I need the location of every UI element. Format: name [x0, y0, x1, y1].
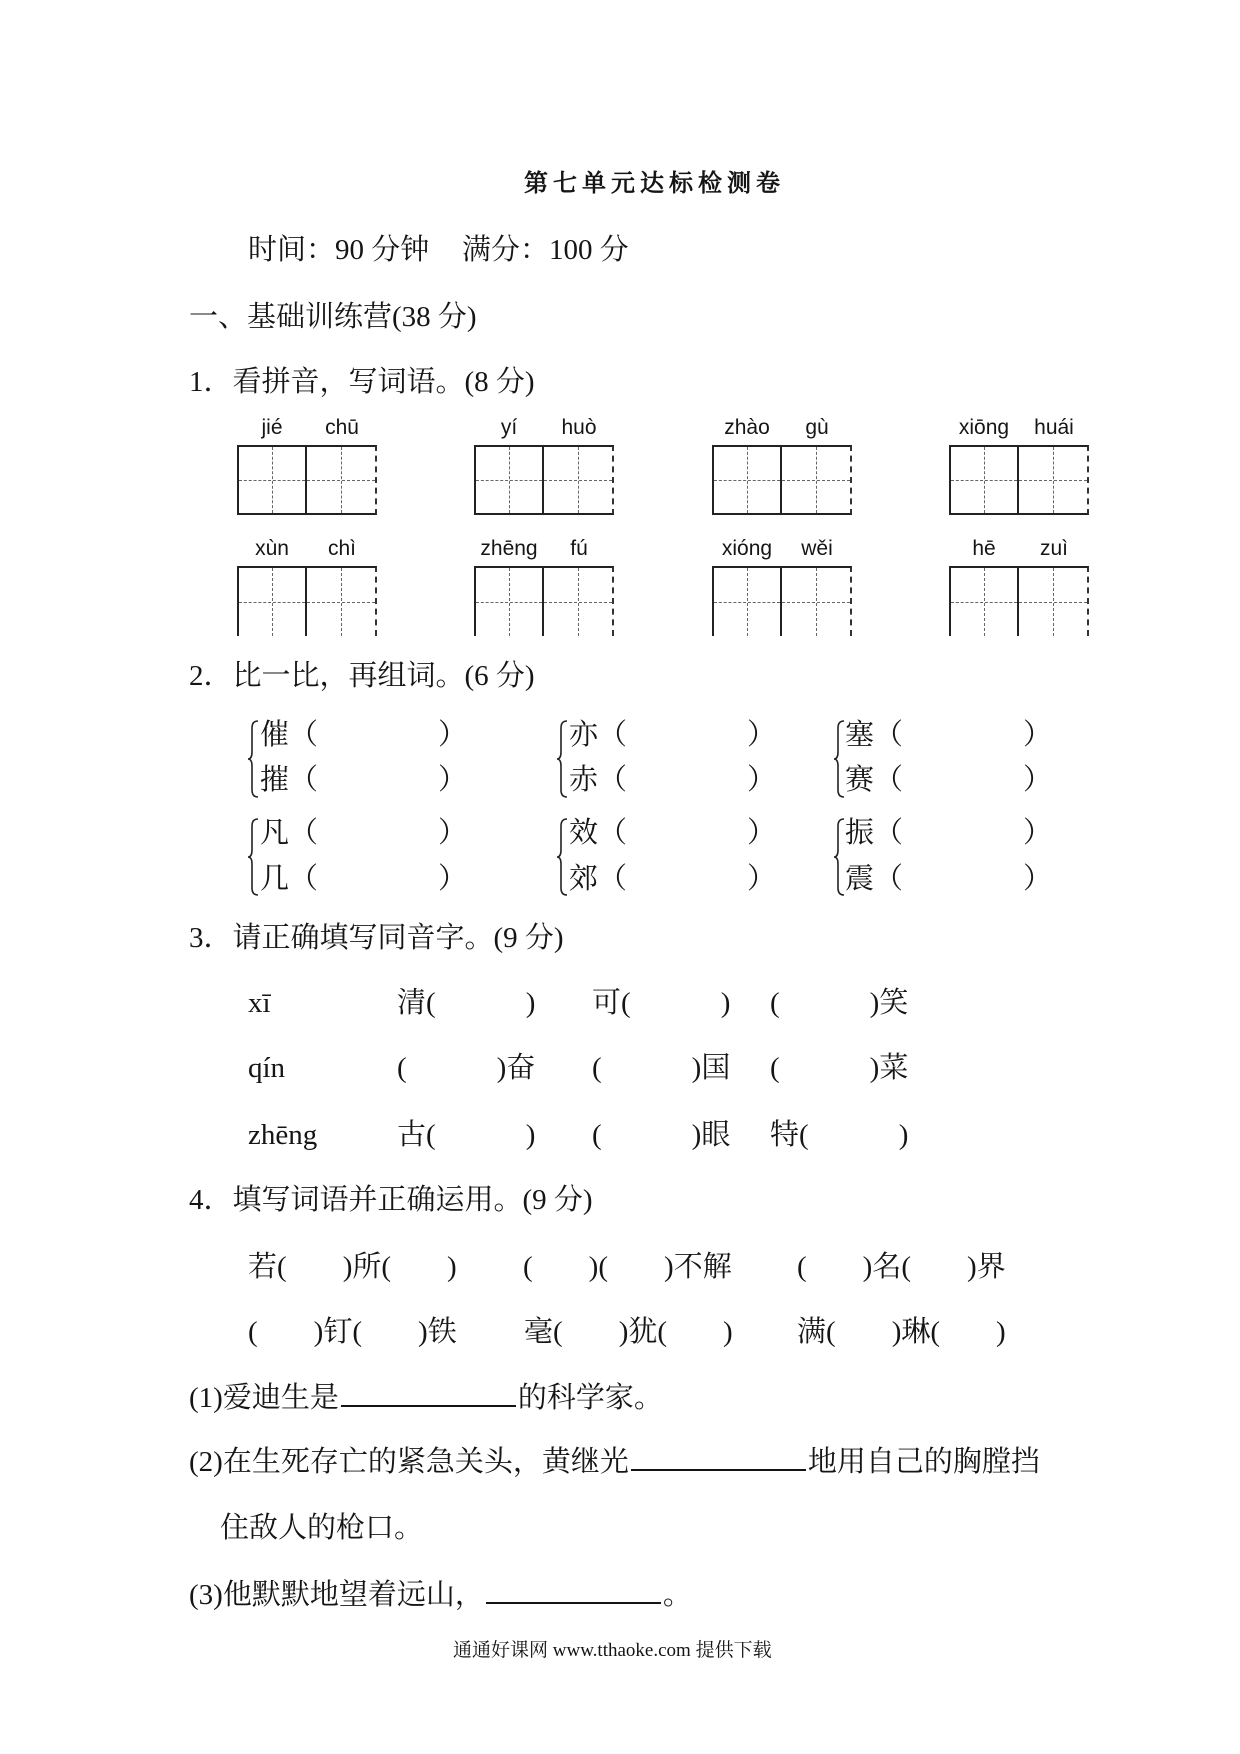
paren-close: ): [869, 987, 880, 1019]
given-char: 眼: [701, 1119, 731, 1151]
idiom-char: 犹: [628, 1316, 658, 1348]
compare-char: 赛: [845, 764, 875, 796]
writing-grid-box: [474, 566, 544, 636]
compare-char: 效: [569, 817, 599, 849]
compare-item: [845, 862, 1052, 896]
sentence: [189, 1381, 663, 1415]
pinyin-label: xùn: [255, 537, 289, 560]
sentence-text: 。: [662, 1579, 692, 1611]
writing-grid-box: [474, 445, 544, 515]
paren-open: (: [901, 1251, 912, 1283]
idiom: [523, 1250, 732, 1284]
paren-close: ）: [438, 817, 468, 849]
compare-item: [260, 763, 467, 797]
pinyin-label: zuì: [1039, 537, 1068, 560]
given-char: 笑: [879, 987, 909, 1019]
pinyin-prompt: qín: [248, 1052, 286, 1084]
exam-time: 时间：90 分钟: [248, 234, 430, 266]
pinyin-label: zhēng: [480, 537, 538, 560]
pinyin-writing-group: [949, 415, 1089, 515]
pinyin-writing-group: [237, 415, 377, 515]
pinyin-label: wěi: [801, 537, 833, 560]
compare-char: 催: [260, 719, 290, 751]
character-cell: [1019, 415, 1089, 515]
idiom-char: 琳: [901, 1316, 931, 1348]
character-cell: [237, 536, 307, 636]
compare-item: [569, 862, 776, 896]
paren-open: (: [426, 987, 436, 1019]
compare-char: 几: [260, 863, 290, 895]
question-heading: 1．看拼音，写词语。(8 分): [189, 366, 535, 398]
paren-open: （: [289, 863, 319, 895]
given-char: 古: [397, 1119, 427, 1151]
sentence-continuation: 住敌人的枪口。: [220, 1512, 424, 1544]
section-heading: 一、基础训练营(38 分): [189, 301, 477, 333]
brace-icon: [556, 720, 568, 798]
character-cell: [1019, 536, 1089, 636]
compare-char: 振: [845, 817, 875, 849]
character-cell: [544, 415, 614, 515]
paren-open: (: [598, 1251, 609, 1283]
pinyin-label: xióng: [721, 537, 773, 560]
character-cell: [949, 415, 1019, 515]
idiom-char: 若: [248, 1251, 278, 1283]
compare-item: [260, 718, 467, 752]
paren-close: ): [618, 1316, 629, 1348]
idiom-char: 解: [702, 1251, 732, 1283]
sentence-text: (1)爱迪生是: [189, 1382, 339, 1414]
question-heading: 2．比一比，再组词。(6 分): [189, 660, 535, 692]
given-char: 特: [770, 1119, 800, 1151]
brace-icon: [833, 818, 845, 896]
given-char: 清: [397, 987, 427, 1019]
question-heading: 3．请正确填写同音字。(9 分): [189, 922, 564, 954]
sentence-text: 地用自己的胸膛挡: [807, 1446, 1040, 1478]
writing-grid-box: [949, 566, 1019, 636]
character-cell: [307, 415, 377, 515]
character-cell: [237, 415, 307, 515]
homophone-item: [397, 986, 535, 1020]
compare-char: 亦: [569, 719, 599, 751]
writing-grid-box: [782, 445, 852, 515]
compare-char: 赤: [569, 764, 599, 796]
paren-open: (: [770, 1052, 780, 1084]
paren-open: （: [874, 764, 904, 796]
paren-open: (: [797, 1251, 807, 1283]
paren-close: ）: [747, 764, 777, 796]
writing-grid-box: [237, 445, 307, 515]
writing-grid-box: [1019, 445, 1089, 515]
paren-close: ): [588, 1251, 599, 1283]
writing-grid-box: [544, 566, 614, 636]
idiom-char: 毫: [524, 1316, 554, 1348]
homophone-item: [592, 1051, 730, 1085]
writing-grid-box: [949, 445, 1019, 515]
idiom-char: 铁: [427, 1316, 457, 1348]
given-char: 国: [701, 1052, 731, 1084]
paren-close: ): [862, 1251, 873, 1283]
paren-close: ): [723, 1316, 733, 1348]
character-cell: [307, 536, 377, 636]
paren-open: (: [381, 1251, 392, 1283]
brace-icon: [556, 818, 568, 896]
paren-close: ): [898, 1119, 909, 1151]
sentence-blank: [486, 1602, 661, 1604]
paren-open: （: [289, 817, 319, 849]
idiom-char: 名: [872, 1251, 902, 1283]
homophone-item: [770, 986, 908, 1020]
idiom-char: 满: [797, 1316, 827, 1348]
paren-open: （: [289, 764, 319, 796]
paren-close: ): [664, 1251, 674, 1283]
character-cell: [474, 415, 544, 515]
paren-close: ）: [438, 764, 468, 796]
compare-char: 震: [845, 863, 875, 895]
paren-close: ): [313, 1316, 324, 1348]
compare-item: [569, 718, 776, 752]
writing-grid-box: [782, 566, 852, 636]
compare-char: 郊: [569, 863, 599, 895]
pinyin-prompt: xī: [248, 987, 271, 1019]
paren-close: ): [525, 1119, 536, 1151]
brace-icon: [247, 720, 259, 798]
pinyin-label: huái: [1034, 416, 1074, 439]
compare-item: [260, 862, 467, 896]
sentence: [189, 1445, 1040, 1479]
character-cell: [949, 536, 1019, 636]
pinyin-writing-group: [949, 536, 1089, 636]
paren-close: ): [996, 1316, 1006, 1348]
paren-close: ): [691, 1119, 702, 1151]
idiom: [248, 1250, 457, 1284]
page-title: 第七单元达标检测卷: [524, 171, 785, 197]
sentence-blank: [631, 1469, 806, 1471]
exam-score: 满分：100 分: [462, 234, 629, 266]
idiom: [524, 1315, 733, 1349]
sentence-blank: [341, 1405, 516, 1407]
sentence-text: 的科学家。: [517, 1382, 663, 1414]
paren-open: (: [426, 1119, 436, 1151]
paren-close: ): [418, 1316, 428, 1348]
writing-grid-box: [307, 445, 377, 515]
homophone-item: [592, 986, 730, 1020]
writing-grid-box: [237, 566, 307, 636]
given-char: 奋: [506, 1052, 536, 1084]
idiom-char: 界: [976, 1251, 1006, 1283]
pinyin-label: chū: [325, 416, 359, 439]
pinyin-writing-group: [712, 415, 852, 515]
paren-close: ): [525, 987, 536, 1019]
writing-grid-box: [544, 445, 614, 515]
compare-item: [845, 816, 1052, 850]
paren-open: (: [248, 1316, 258, 1348]
pinyin-label: gù: [805, 416, 829, 439]
pinyin-label: yí: [500, 416, 518, 439]
character-cell: [544, 536, 614, 636]
paren-open: (: [553, 1316, 563, 1348]
character-cell: [712, 415, 782, 515]
footer-credit: 通通好课网 www.tthaoke.com 提供下载: [453, 1640, 772, 1661]
compare-char: 凡: [260, 817, 290, 849]
paren-open: (: [277, 1251, 287, 1283]
paren-close: ）: [1023, 863, 1053, 895]
pinyin-label: zhào: [724, 416, 770, 439]
homophone-item: [592, 1118, 730, 1152]
paren-open: (: [621, 987, 631, 1019]
paren-close: ): [869, 1052, 880, 1084]
brace-icon: [247, 818, 259, 896]
homophone-item: [770, 1051, 908, 1085]
pinyin-writing-group: [474, 536, 614, 636]
idiom: [797, 1315, 1006, 1349]
question-heading: 4．填写词语并正确运用。(9 分): [189, 1184, 593, 1216]
writing-grid-box: [712, 566, 782, 636]
given-char: 可: [592, 987, 622, 1019]
compare-item: [569, 763, 776, 797]
paren-open: (: [657, 1316, 668, 1348]
paren-open: (: [352, 1316, 363, 1348]
given-char: 菜: [879, 1052, 909, 1084]
pinyin-writing-group: [712, 536, 852, 636]
idiom-char: 钉: [323, 1316, 353, 1348]
pinyin-label: chì: [327, 537, 356, 560]
character-cell: [474, 536, 544, 636]
paren-close: ）: [1023, 817, 1053, 849]
character-cell: [712, 536, 782, 636]
paren-open: (: [592, 1119, 602, 1151]
idiom: [797, 1250, 1006, 1284]
paren-close: ): [720, 987, 731, 1019]
compare-item: [845, 763, 1052, 797]
sentence-text: (2)在生死存亡的紧急关头，黄继光: [189, 1446, 629, 1478]
paren-close: ）: [747, 863, 777, 895]
character-cell: [782, 415, 852, 515]
paren-close: ）: [438, 863, 468, 895]
idiom: [248, 1315, 457, 1349]
paren-close: ）: [747, 719, 777, 751]
compare-char: 塞: [845, 719, 875, 751]
paren-open: （: [598, 764, 628, 796]
paren-open: （: [598, 719, 628, 751]
pinyin-label: fú: [570, 537, 588, 560]
homophone-item: [770, 1118, 908, 1152]
paren-open: (: [930, 1316, 941, 1348]
pinyin-writing-group: [474, 415, 614, 515]
brace-icon: [833, 720, 845, 798]
paren-close: ): [967, 1251, 977, 1283]
paren-close: ）: [438, 719, 468, 751]
paren-open: （: [874, 817, 904, 849]
paren-close: ): [342, 1251, 353, 1283]
writing-grid-box: [1019, 566, 1089, 636]
pinyin-label: jié: [261, 416, 283, 439]
paren-close: ）: [747, 817, 777, 849]
paren-close: ): [691, 1052, 702, 1084]
paren-open: (: [799, 1119, 809, 1151]
pinyin-label: xiōng: [958, 416, 1010, 439]
paren-open: (: [826, 1316, 836, 1348]
homophone-item: [397, 1051, 535, 1085]
paren-open: （: [598, 817, 628, 849]
pinyin-prompt: zhēng: [248, 1119, 318, 1151]
homophone-item: [397, 1118, 535, 1152]
compare-item: [569, 816, 776, 850]
paren-close: ）: [1023, 764, 1053, 796]
paren-close: ）: [1023, 719, 1053, 751]
writing-grid-box: [712, 445, 782, 515]
paren-open: （: [598, 863, 628, 895]
sentence: [189, 1578, 692, 1612]
idiom-char: 所: [352, 1251, 382, 1283]
sentence-text: (3)他默默地望着远山，: [189, 1579, 484, 1611]
pinyin-label: hē: [972, 537, 996, 560]
paren-open: (: [523, 1251, 533, 1283]
character-cell: [782, 536, 852, 636]
pinyin-label: huò: [561, 416, 597, 439]
paren-close: ): [447, 1251, 457, 1283]
compare-item: [845, 718, 1052, 752]
paren-open: (: [770, 987, 780, 1019]
paren-open: （: [289, 719, 319, 751]
paren-close: ): [891, 1316, 902, 1348]
paren-open: (: [397, 1052, 407, 1084]
compare-item: [260, 816, 467, 850]
paren-open: (: [592, 1052, 602, 1084]
idiom-char: 不: [673, 1251, 703, 1283]
paren-open: （: [874, 719, 904, 751]
compare-char: 摧: [260, 764, 290, 796]
paren-open: （: [874, 863, 904, 895]
writing-grid-box: [307, 566, 377, 636]
pinyin-writing-group: [237, 536, 377, 636]
paren-close: ): [496, 1052, 507, 1084]
